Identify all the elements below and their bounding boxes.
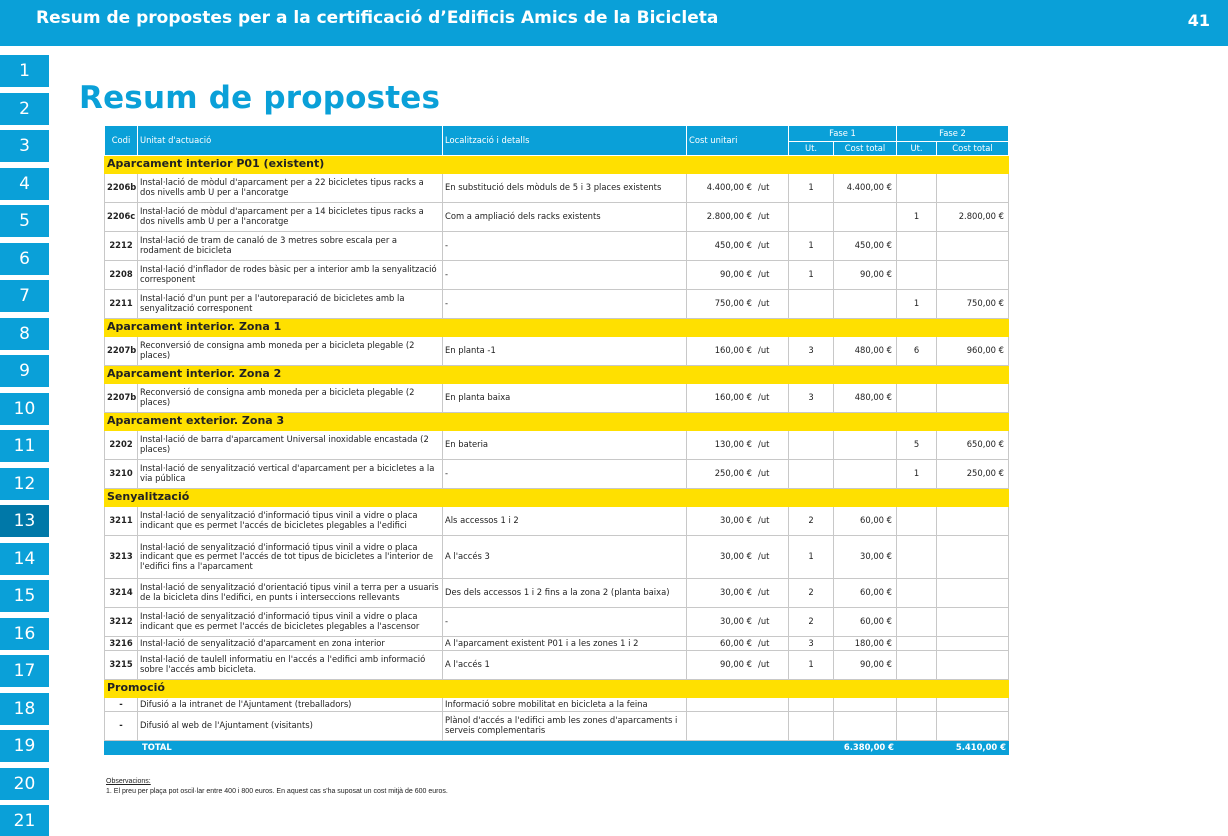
row-phase1-total: [834, 460, 897, 489]
row-phase2-total: [937, 384, 1009, 413]
row-phase2-units: [897, 384, 937, 413]
row-unit: Instal·lació de taulell informatiu en l'accés a l'edifici amb informació sobre l'accés amb bicicleta.: [138, 651, 443, 680]
row-code: 2206c: [105, 203, 138, 232]
row-unit: Instal·lació de senyalització d'informació tipus vinil a vidre o placa indicant que es permet l'accés de bicicletes plegables a l'ascensor: [138, 608, 443, 637]
row-phase1-total: [834, 290, 897, 319]
document-title: Resum de propostes per a la certificació d’Edificis Amics de la Bicicleta: [36, 8, 719, 28]
table-row: [105, 232, 1009, 261]
row-code: 3211: [105, 507, 138, 536]
row-code: 2211: [105, 290, 138, 319]
section-title: Aparcament exterior. Zona 3: [105, 413, 1009, 431]
row-phase2-total: 2.800,00 €: [937, 203, 1009, 232]
row-phase2-units: [897, 507, 937, 536]
row-location: En planta -1: [443, 337, 687, 366]
row-phase2-total: [937, 536, 1009, 579]
table-row: [105, 290, 1009, 319]
section-header: [105, 366, 1009, 384]
header-phase1-units: Ut.: [789, 142, 834, 156]
row-unit-cost: [687, 261, 789, 290]
row-phase2-total: [937, 698, 1009, 712]
row-code: -: [105, 698, 138, 712]
row-phase1-units: 3: [789, 384, 834, 413]
row-location: -: [443, 232, 687, 261]
page-number: 41: [1187, 11, 1210, 30]
observations: [106, 777, 448, 797]
observations-text: 1. El preu per plaça pot oscil·lar entre 400 i 800 euros. En aquest cas s'ha suposat un cost mitjà de 600 euros.: [106, 787, 448, 795]
section-header: [105, 489, 1009, 507]
unit-cost-value: 2.800,00 €: [706, 211, 752, 222]
table-row: [105, 431, 1009, 460]
row-phase1-total: 480,00 €: [834, 337, 897, 366]
table-row: [105, 536, 1009, 579]
row-location: A l'accés 3: [443, 536, 687, 579]
row-phase1-units: [789, 712, 834, 741]
row-phase1-units: 2: [789, 579, 834, 608]
row-phase1-units: [789, 203, 834, 232]
row-phase1-total: 90,00 €: [834, 651, 897, 680]
row-phase2-total: [937, 232, 1009, 261]
header-unit: Unitat d'actuació: [138, 126, 443, 156]
unit-cost-value: 750,00 €: [714, 298, 752, 309]
row-phase2-units: [897, 608, 937, 637]
section-title: Aparcament interior. Zona 1: [105, 319, 1009, 337]
row-unit: Reconversió de consigna amb moneda per a bicicleta plegable (2 places): [138, 337, 443, 366]
unit-suffix: /ut: [758, 240, 770, 251]
row-code: 2206b: [105, 174, 138, 203]
row-phase2-total: [937, 174, 1009, 203]
row-unit-cost: [687, 608, 789, 637]
header-location: Localització i detalls: [443, 126, 687, 156]
row-location: En bateria: [443, 431, 687, 460]
total-phase-2: 5.410,00 €: [937, 741, 1009, 755]
section-header: [105, 680, 1009, 698]
section-header: [105, 319, 1009, 337]
row-phase2-total: [937, 261, 1009, 290]
row-unit: Difusió al web de l'Ajuntament (visitants): [138, 712, 443, 741]
row-unit-cost: [687, 536, 789, 579]
table-row: [105, 203, 1009, 232]
header-code: Codi: [105, 126, 138, 156]
nav-page-19[interactable]: 19: [0, 730, 49, 762]
nav-page-6[interactable]: 6: [0, 243, 49, 275]
row-phase1-total: 480,00 €: [834, 384, 897, 413]
row-unit-cost: [687, 431, 789, 460]
header-phase-2: Fase 2: [897, 126, 1009, 142]
table-row: [105, 698, 1009, 712]
row-unit-cost: [687, 384, 789, 413]
row-unit-cost: [687, 579, 789, 608]
row-phase1-units: [789, 698, 834, 712]
row-phase1-total: [834, 431, 897, 460]
row-phase2-units: [897, 536, 937, 579]
row-unit-cost: [687, 712, 789, 741]
row-location: En planta baixa: [443, 384, 687, 413]
row-phase1-units: [789, 460, 834, 489]
section-header: [105, 156, 1009, 174]
nav-page-4[interactable]: 4: [0, 168, 49, 200]
row-unit-cost: [687, 637, 789, 651]
unit-suffix: /ut: [758, 551, 770, 562]
unit-suffix: /ut: [758, 211, 770, 222]
unit-suffix: /ut: [758, 182, 770, 193]
row-phase1-units: 1: [789, 536, 834, 579]
nav-page-11[interactable]: 11: [0, 430, 49, 462]
row-phase1-units: [789, 431, 834, 460]
row-phase2-total: [937, 507, 1009, 536]
top-bar: [0, 0, 1228, 46]
row-phase2-total: [937, 579, 1009, 608]
header-phase-1: Fase 1: [789, 126, 897, 142]
row-phase1-units: 2: [789, 507, 834, 536]
nav-page-8[interactable]: 8: [0, 318, 49, 350]
row-unit-cost: [687, 174, 789, 203]
row-phase2-units: [897, 174, 937, 203]
nav-page-2[interactable]: 2: [0, 93, 49, 125]
row-phase2-units: [897, 637, 937, 651]
observations-title: Observacions:: [106, 778, 151, 785]
row-phase2-units: 1: [897, 290, 937, 319]
row-location: -: [443, 261, 687, 290]
row-phase1-total: 60,00 €: [834, 507, 897, 536]
row-location: Plànol d'accés a l'edifici amb les zones d'aparcaments i serveis complementaris: [443, 712, 687, 741]
row-code: 2208: [105, 261, 138, 290]
row-code: 3210: [105, 460, 138, 489]
row-phase2-total: 750,00 €: [937, 290, 1009, 319]
row-phase2-units: [897, 579, 937, 608]
nav-page-16[interactable]: 16: [0, 618, 49, 650]
page-heading: Resum de propostes: [79, 80, 441, 116]
row-phase1-units: 1: [789, 232, 834, 261]
row-phase2-units: [897, 698, 937, 712]
unit-cost-value: 30,00 €: [720, 515, 752, 526]
nav-page-20[interactable]: 20: [0, 768, 49, 800]
row-unit-cost: [687, 698, 789, 712]
row-unit: Instal·lació de barra d'aparcament Universal inoxidable encastada (2 places): [138, 431, 443, 460]
unit-cost-value: 30,00 €: [720, 587, 752, 598]
row-location: Com a ampliació dels racks existents: [443, 203, 687, 232]
table-row: [105, 507, 1009, 536]
row-phase2-total: [937, 651, 1009, 680]
section-header: [105, 413, 1009, 431]
row-phase2-total: 960,00 €: [937, 337, 1009, 366]
row-code: 2207b: [105, 384, 138, 413]
unit-suffix: /ut: [758, 392, 770, 403]
nav-page-15[interactable]: 15: [0, 580, 49, 612]
row-phase2-total: 250,00 €: [937, 460, 1009, 489]
row-location: -: [443, 608, 687, 637]
unit-suffix: /ut: [758, 616, 770, 627]
row-phase1-units: 2: [789, 608, 834, 637]
total-row: [105, 741, 1009, 755]
unit-cost-value: 4.400,00 €: [706, 182, 752, 193]
unit-suffix: /ut: [758, 439, 770, 450]
row-location: En substitució dels mòduls de 5 i 3 places existents: [443, 174, 687, 203]
nav-page-13[interactable]: 13: [0, 505, 49, 537]
row-phase1-units: 1: [789, 651, 834, 680]
nav-page-9[interactable]: 9: [0, 355, 49, 387]
table-row: [105, 637, 1009, 651]
header-unit-cost: Cost unitari: [687, 126, 789, 156]
row-unit: Difusió a la intranet de l'Ajuntament (treballadors): [138, 698, 443, 712]
row-phase1-total: [834, 698, 897, 712]
row-phase2-units: 6: [897, 337, 937, 366]
row-phase1-total: [834, 712, 897, 741]
header-phase2-units: Ut.: [897, 142, 937, 156]
unit-suffix: /ut: [758, 269, 770, 280]
row-unit: Instal·lació de mòdul d'aparcament per a 22 bicicletes tipus racks a dos nivells amb U per a l'ancoratge: [138, 174, 443, 203]
row-unit: Instal·lació de senyalització d'orientació tipus vinil a terra per a usuaris de la bicicleta dins l'edifici, en punts i interseccions rellevants: [138, 579, 443, 608]
row-phase1-total: 60,00 €: [834, 608, 897, 637]
row-unit-cost: [687, 460, 789, 489]
row-unit: Instal·lació de mòdul d'aparcament per a 14 bicicletes tipus racks a dos nivells amb U per a l'ancoratge: [138, 203, 443, 232]
row-code: 2202: [105, 431, 138, 460]
table-row: [105, 651, 1009, 680]
row-phase1-total: 450,00 €: [834, 232, 897, 261]
row-location: Des dels accessos 1 i 2 fins a la zona 2 (planta baixa): [443, 579, 687, 608]
row-unit: Instal·lació de senyalització d'informació tipus vinil a vidre o placa indicant que es permet l'accés de bicicletes plegables a l'edifici: [138, 507, 443, 536]
row-unit: Instal·lació de tram de canaló de 3 metres sobre escala per a rodament de bicicleta: [138, 232, 443, 261]
unit-cost-value: 250,00 €: [714, 468, 752, 479]
row-code: -: [105, 712, 138, 741]
row-phase2-units: 1: [897, 203, 937, 232]
row-phase2-units: [897, 232, 937, 261]
table-row: [105, 174, 1009, 203]
total-label: TOTAL: [138, 741, 443, 755]
table-row: [105, 579, 1009, 608]
row-phase2-units: 5: [897, 431, 937, 460]
section-title: Aparcament interior. Zona 2: [105, 366, 1009, 384]
unit-suffix: /ut: [758, 659, 770, 670]
row-phase2-units: [897, 261, 937, 290]
nav-page-5[interactable]: 5: [0, 205, 49, 237]
unit-suffix: /ut: [758, 587, 770, 598]
row-code: 3215: [105, 651, 138, 680]
row-location: Informació sobre mobilitat en bicicleta a la feina: [443, 698, 687, 712]
row-code: 2207b: [105, 337, 138, 366]
table-row: [105, 712, 1009, 741]
row-phase1-units: 3: [789, 637, 834, 651]
nav-page-1[interactable]: 1: [0, 55, 49, 87]
nav-page-3[interactable]: 3: [0, 130, 49, 162]
table-row: [105, 460, 1009, 489]
section-title: Promoció: [105, 680, 1009, 698]
row-phase2-total: [937, 712, 1009, 741]
row-location: -: [443, 460, 687, 489]
unit-suffix: /ut: [758, 298, 770, 309]
unit-cost-value: 60,00 €: [720, 637, 752, 648]
row-phase2-units: 1: [897, 460, 937, 489]
table-row: [105, 384, 1009, 413]
row-phase1-units: 1: [789, 174, 834, 203]
row-phase1-total: 180,00 €: [834, 637, 897, 651]
page-navigation: [0, 55, 49, 836]
table-row: [105, 261, 1009, 290]
row-phase1-total: 60,00 €: [834, 579, 897, 608]
row-phase1-units: 3: [789, 337, 834, 366]
unit-cost-value: 30,00 €: [720, 551, 752, 562]
row-unit-cost: [687, 290, 789, 319]
proposals-table: [104, 125, 1009, 755]
row-location: A l'accés 1: [443, 651, 687, 680]
row-unit: Reconversió de consigna amb moneda per a bicicleta plegable (2 places): [138, 384, 443, 413]
nav-page-21[interactable]: 21: [0, 805, 49, 836]
unit-suffix: /ut: [758, 468, 770, 479]
row-unit: Instal·lació d'inflador de rodes bàsic per a interior amb la senyalització corresponent: [138, 261, 443, 290]
unit-cost-value: 90,00 €: [720, 659, 752, 670]
table-row: [105, 337, 1009, 366]
row-unit: Instal·lació de senyalització d'informació tipus vinil a vidre o placa indicant que es permet l'accés de tot tipus de bicicletes a l'interior de l'edifici fins a l'aparcament: [138, 536, 443, 579]
row-code: 3216: [105, 637, 138, 651]
row-phase2-total: 650,00 €: [937, 431, 1009, 460]
nav-page-10[interactable]: 10: [0, 393, 49, 425]
unit-cost-value: 30,00 €: [720, 616, 752, 627]
row-phase1-total: [834, 203, 897, 232]
unit-suffix: /ut: [758, 515, 770, 526]
header-phase2-total: Cost total: [937, 142, 1009, 156]
nav-page-17[interactable]: 17: [0, 655, 49, 687]
row-unit-cost: [687, 337, 789, 366]
row-phase1-total: 30,00 €: [834, 536, 897, 579]
nav-page-7[interactable]: 7: [0, 280, 49, 312]
row-location: Als accessos 1 i 2: [443, 507, 687, 536]
header-phase1-total: Cost total: [834, 142, 897, 156]
total-phase-1: 6.380,00 €: [834, 741, 897, 755]
nav-page-14[interactable]: 14: [0, 543, 49, 575]
unit-suffix: /ut: [758, 637, 770, 648]
row-code: 2212: [105, 232, 138, 261]
row-unit-cost: [687, 232, 789, 261]
row-location: -: [443, 290, 687, 319]
row-code: 3212: [105, 608, 138, 637]
row-unit-cost: [687, 203, 789, 232]
table-row: [105, 608, 1009, 637]
nav-page-18[interactable]: 18: [0, 693, 49, 725]
unit-cost-value: 160,00 €: [714, 345, 752, 356]
row-phase2-total: [937, 637, 1009, 651]
unit-cost-value: 90,00 €: [720, 269, 752, 280]
row-phase1-total: 4.400,00 €: [834, 174, 897, 203]
unit-suffix: /ut: [758, 345, 770, 356]
row-phase1-units: [789, 290, 834, 319]
unit-cost-value: 450,00 €: [714, 240, 752, 251]
unit-cost-value: 160,00 €: [714, 392, 752, 403]
row-unit-cost: [687, 651, 789, 680]
unit-cost-value: 130,00 €: [714, 439, 752, 450]
row-phase2-total: [937, 608, 1009, 637]
row-location: A l'aparcament existent P01 i a les zones 1 i 2: [443, 637, 687, 651]
row-unit: Instal·lació de senyalització d'aparcament en zona interior: [138, 637, 443, 651]
row-code: 3213: [105, 536, 138, 579]
row-phase2-units: [897, 712, 937, 741]
row-unit: Instal·lació d'un punt per a l'autoreparació de bicicletes amb la senyalització corresponent: [138, 290, 443, 319]
section-title: Aparcament interior P01 (existent): [105, 156, 1009, 174]
nav-page-12[interactable]: 12: [0, 468, 49, 500]
row-unit: Instal·lació de senyalització vertical d'aparcament per a bicicletes a la via pública: [138, 460, 443, 489]
row-unit-cost: [687, 507, 789, 536]
row-phase2-units: [897, 651, 937, 680]
row-code: 3214: [105, 579, 138, 608]
row-phase1-total: 90,00 €: [834, 261, 897, 290]
section-title: Senyalització: [105, 489, 1009, 507]
row-phase1-units: 1: [789, 261, 834, 290]
